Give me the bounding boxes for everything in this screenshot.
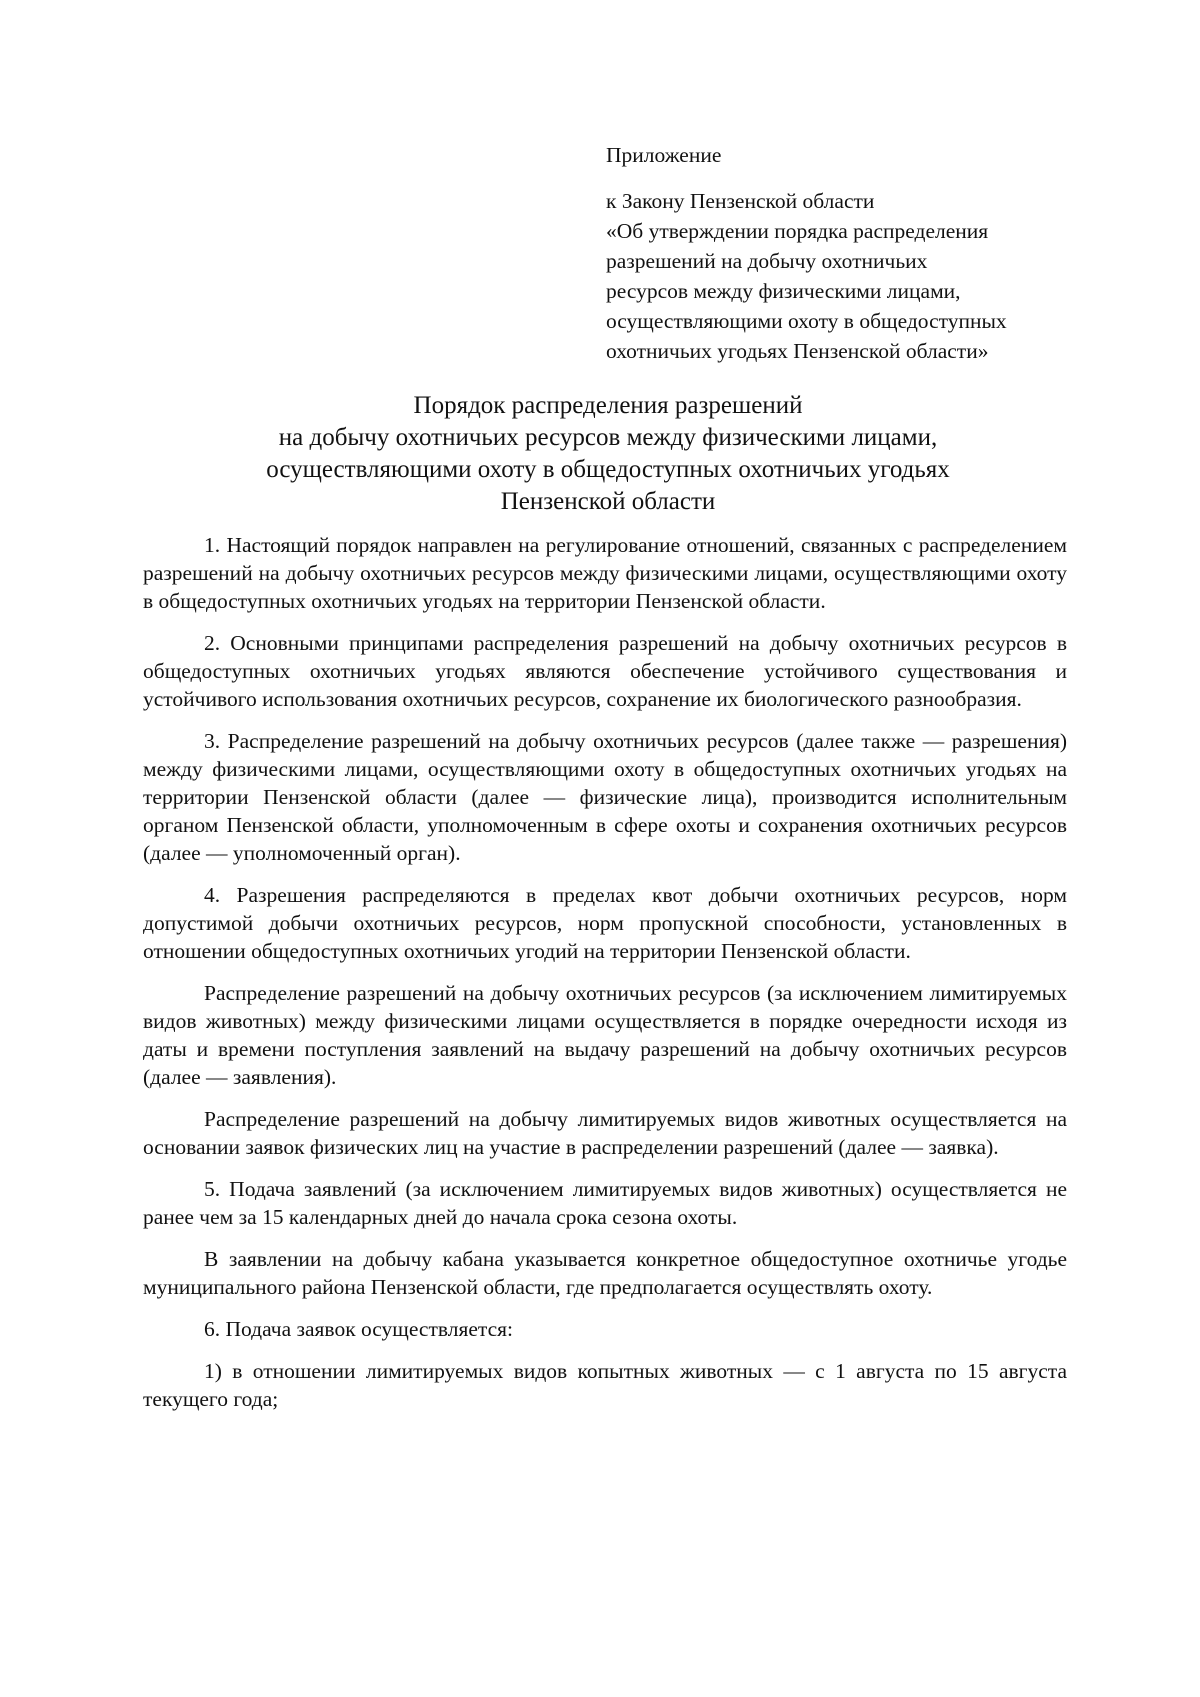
appendix-law-line: «Об утверждении порядка распределения [606,219,989,243]
title-line: Пензенской области [500,488,716,515]
paragraph-4-distribution-non-limited: Распределение разрешений на добычу охотничьих ресурсов (за исключением лимитируемых видов животных) между физическими лицами осуществляется в порядке очередности исходя из даты и времени поступления заявлений на выдачу разрешений на добычу охотничьих ресурсов (далее — заявления). [143,981,1067,1089]
appendix-law-line: охотничьих угодьях Пензенской области» [606,339,989,363]
paragraph-5-boar-application: В заявлении на добычу кабана указывается конкретное общедоступное охотничье угодье муниципального района Пензенской области, где предполагается осуществлять охоту. [143,1247,1067,1299]
paragraph-5: 5. Подача заявлений (за исключением лимитируемых видов животных) осуществляется не ранее чем за 15 календарных дней до начала срока сезона охоты. [143,1177,1067,1229]
appendix-label: Приложение [606,143,722,167]
paragraph-6-item-1: 1) в отношении лимитируемых видов копытных животных — с 1 августа по 15 августа текущего года; [143,1359,1067,1411]
paragraph-6: 6. Подача заявок осуществляется: [204,1317,513,1341]
paragraph-3: 3. Распределение разрешений на добычу охотничьих ресурсов (далее также — разрешения) между физическими лицами, осуществляющими охоту в общедоступных охотничьих угодьях на территории Пензенской области (далее — физические лица), производится исполнительным органом Пензенской области, уполномоченным в сфере охоты и сохранения охотничьих ресурсов (далее — уполномоченный орган). [143,729,1067,865]
appendix-law-line: осуществляющими охоту в общедоступных [606,309,1007,333]
document-title [150,390,1066,518]
paragraph-1: 1. Настоящий порядок направлен на регулирование отношений, связанных с распределением разрешений на добычу охотничьих ресурсов между физическими лицами, осуществляющими охоту в общедоступных охотничьих угодьях на территории Пензенской области. [143,533,1067,613]
title-line: Порядок распределения разрешений [413,392,803,419]
appendix-law-line: ресурсов между физическими лицами, [606,279,961,303]
appendix-law-line: к Закону Пензенской области [606,189,875,213]
paragraph-2: 2. Основными принципами распределения разрешений на добычу охотничьих ресурсов в общедоступных охотничьих угодьях являются обеспечение устойчивого существования и устойчивого использования охотничьих ресурсов, сохранение их биологического разнообразия. [143,631,1067,711]
appendix-header [606,140,1076,366]
appendix-law-reference [606,186,1076,366]
paragraph-4: 4. Разрешения распределяются в пределах квот добычи охотничьих ресурсов, норм допустимой добычи охотничьих ресурсов, норм пропускной способности, установленных в отношении общедоступных охотничьих угодий на территории Пензенской области. [143,883,1067,963]
paragraph-4-distribution-limited: Распределение разрешений на добычу лимитируемых видов животных осуществляется на основании заявок физических лиц на участие в распределении разрешений (далее — заявка). [143,1107,1067,1159]
appendix-law-line: разрешений на добычу охотничьих [606,249,928,273]
title-line: на добычу охотничьих ресурсов между физическими лицами, [278,424,938,451]
document-body [143,531,1067,1427]
title-line: осуществляющими охоту в общедоступных охотничьих угодьях [266,456,950,483]
